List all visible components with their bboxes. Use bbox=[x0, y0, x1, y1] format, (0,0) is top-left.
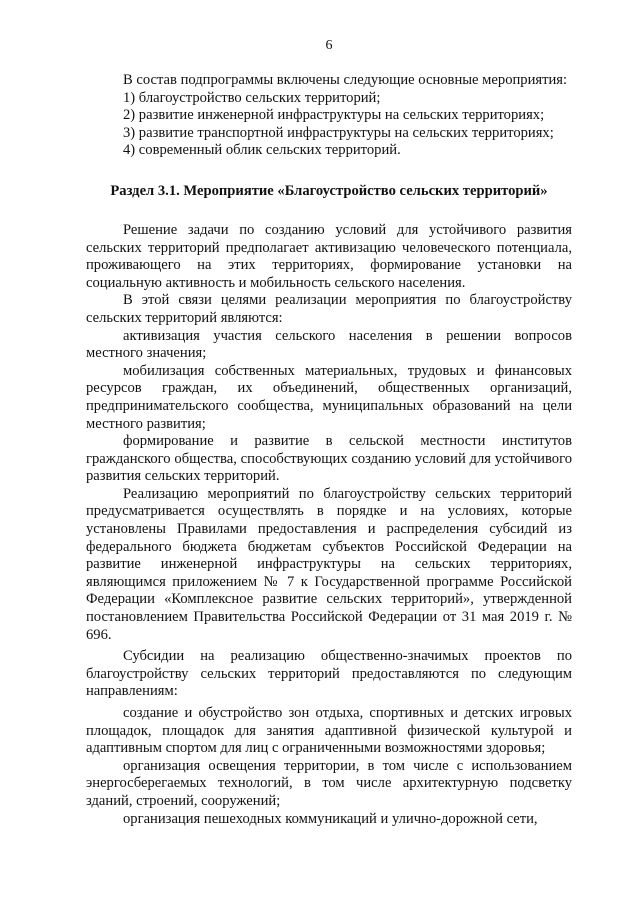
body-paragraph: активизация участия сельского населения в решении вопросов местного значения; bbox=[86, 327, 572, 362]
body-paragraph: организация освещения территории, в том числе с использованием энергосберегаемых технологий, в том числе архитектурную подсветку зданий, строений, сооружений; bbox=[86, 757, 572, 809]
measure-item: 1) благоустройство сельских территорий; bbox=[123, 89, 381, 106]
body-paragraph: Субсидии на реализацию общественно-значимых проектов по благоустройству сельских территорий предоставляются по следующим направлениям: bbox=[86, 648, 572, 700]
intro-paragraph: В состав подпрограммы включены следующие основные мероприятия: bbox=[123, 72, 568, 88]
measure-item: 3) развитие транспортной инфраструктуры на сельских территориях; bbox=[123, 124, 554, 141]
page-content bbox=[86, 72, 572, 828]
section-heading: Раздел 3.1. Мероприятие «Благоустройство сельских территорий» bbox=[110, 182, 548, 199]
measure-item: 2) развитие инженерной инфраструктуры на сельских территориях; bbox=[123, 107, 545, 124]
body-paragraph: мобилизация собственных материальных, трудовых и финансовых ресурсов граждан, их объединений, общественных организаций, предпринимательского сообщества, муниципальных образований на цели местного развития; bbox=[86, 362, 572, 432]
page-number: 6 bbox=[325, 38, 333, 53]
body-paragraph: В этой связи целями реализации мероприятия по благоустройству сельских территорий являются: bbox=[86, 292, 572, 326]
measure-item: 4) современный облик сельских территорий. bbox=[123, 142, 401, 159]
body-paragraph: формирование и развитие в сельской местности институтов гражданского общества, способствующих созданию условий для устойчивого развития сельских территорий. bbox=[86, 433, 572, 485]
body-paragraph: создание и обустройство зон отдыха, спортивных и детских игровых площадок, площадок для занятия адаптивной физической культурой и адаптивным спортом для лиц с ограниченными возможностями здоровья; bbox=[86, 705, 572, 757]
body-paragraph: Реализацию мероприятий по благоустройству сельских территорий предусматривается осуществлять в порядке и на условиях, которые установлены Правилами предоставления и распределения субсидий из федерального бюджета бюджетам субъектов Российской Федерации на развитие инженерной инфраструктуры на сельских территориях, являющимся приложением № 7 к Государственной программе Российской Федерации «Комплексное развитие сельских территорий», утвержденной постановлением Правительства Российской Федерации от 31 мая 2019 г. № 696. bbox=[86, 485, 572, 643]
body-paragraph: Решение задачи по созданию условий для устойчивого развития сельских территорий предполагает активизацию человеческого потенциала, проживающего на этих территориях, формирование установки на социальную активность и мобильность сельского населения. bbox=[86, 221, 572, 291]
body-paragraph: организация пешеходных коммуникаций и улично-дорожной сети, bbox=[123, 810, 538, 827]
document-page bbox=[86, 0, 572, 905]
